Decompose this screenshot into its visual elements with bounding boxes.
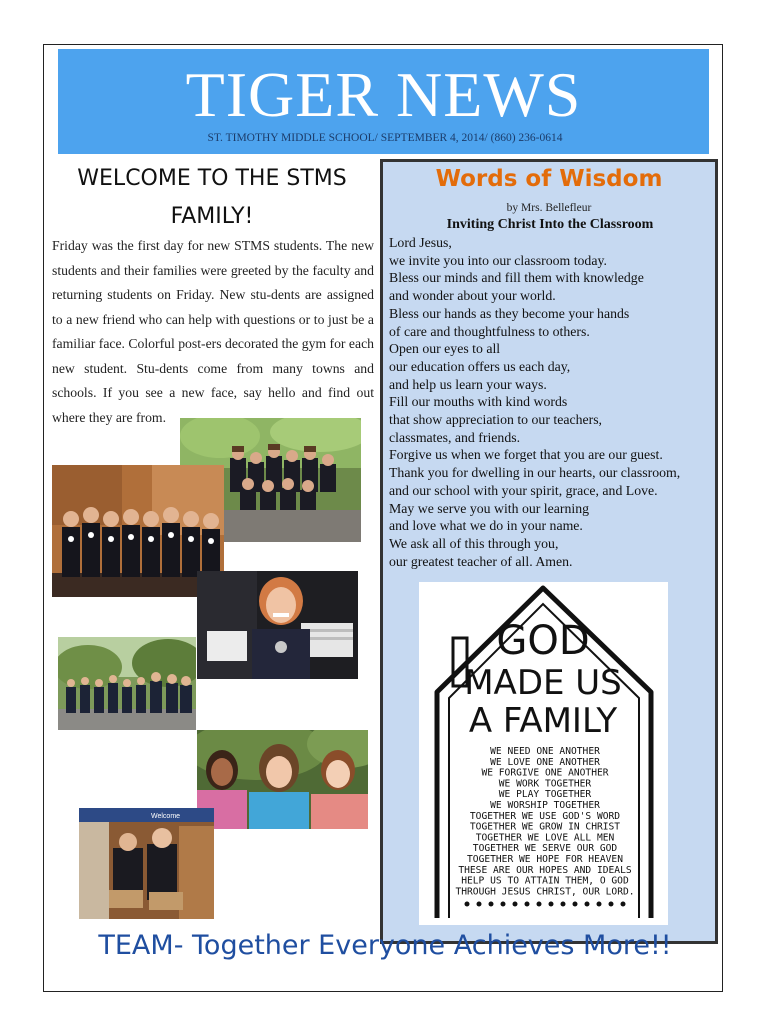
poster-line: TOGETHER WE LOVE ALL MEN [475,832,615,844]
prayer-text [389,234,715,570]
poster-line: TOGETHER WE SERVE OUR GOD [472,843,618,855]
poster-line: HELP US TO ATTAIN THEM, O GOD [461,875,629,887]
poster-line: WE WORSHIP TOGETHER [490,800,600,811]
prayer-line: and love what we do in your name. [389,518,583,534]
poster-line: WE PLAY TOGETHER [498,789,592,801]
prayer-line: Bless our minds and fill them with knowledge [389,270,644,286]
poster-line: WE FORGIVE ONE ANOTHER [481,767,609,779]
poster-title-line: GOD [496,618,590,664]
newsletter-title: TIGER NEWS [185,59,582,130]
poster-line: WE LOVE ONE ANOTHER [490,756,600,768]
poster-line: WE NEED ONE ANOTHER [490,746,600,757]
prayer-line: Thank you for dwelling in our hearts, our classroom, [389,465,681,481]
wisdom-byline: by Mrs. Bellefleur [506,202,592,214]
prayer-line: Lord Jesus, [389,235,452,250]
poster-line: THROUGH JESUS CHRIST, OUR LORD. [455,886,635,898]
poster-line: TOGETHER WE USE GOD'S WORD [469,810,621,822]
prayer-line: May we serve you with our learning [389,500,590,516]
poster-line: THESE ARE OUR HOPES AND IDEALS [458,864,632,876]
prayer-line: that show appreciation to our teachers, [389,412,603,428]
prayer-line: our education offers us each day, [389,358,571,374]
prayer-heading: Inviting Christ Into the Classroom [446,217,654,232]
team-motto: TEAM- Together Everyone Achieves More!! [98,930,672,961]
prayer-line: we invite you into our classroom today. [389,252,607,268]
welcome-heading [52,160,372,236]
prayer-line: and our school with your spirit, grace, and Love. [389,482,658,498]
welcome-sign-text: Welcome [151,813,181,820]
photo-hallway-boxes [79,808,214,919]
welcome-heading-line: FAMILY! [170,204,254,229]
poster-line: WE WORK TOGETHER [498,778,592,790]
welcome-article-body: Friday was the first day for new STMS students. The new students and their families were greeted by the faculty and returning students on Friday. New stu-dents are assigned to a new friend who can help with questions or to just be a familiar face. Colorful post-ers decorated the gym for each new student. Stu-dents come from many towns and schools. If you see a new face, say hello and find out where they are from. [52,238,374,425]
prayer-line: and help us learn your ways. [389,376,547,392]
photo-students-walking [58,637,196,730]
wisdom-title: Words of Wisdom [435,166,663,192]
welcome-heading-line: WELCOME TO THE STMS [77,166,347,191]
prayer-line: our greatest teacher of all. Amen. [389,553,573,569]
prayer-line: and wonder about your world. [389,288,556,304]
newsletter-subtitle: ST. TIMOTHY MIDDLE SCHOOL/ SEPTEMBER 4, 2014/ (860) 236-0614 [207,132,563,144]
god-made-us-a-family-poster [419,582,668,925]
prayer-line: We ask all of this through you, [389,535,559,551]
poster-title-line: A FAMILY [468,701,618,741]
prayer-line: of care and thoughtfulness to others. [389,323,590,339]
prayer-line: Fill our mouths with kind words [389,394,568,410]
prayer-line: Bless our hands as they become your hands [389,305,630,321]
prayer-line: Forgive us when we forget that you are our guest. [389,447,663,463]
photo-smiling-student [197,571,358,679]
poster-title-line: MADE US [464,663,622,703]
prayer-line: Open our eyes to all [389,341,501,357]
poster-line: TOGETHER WE HOPE FOR HEAVEN [467,854,623,865]
prayer-line: classmates, and friends. [389,429,521,445]
poster-line: TOGETHER WE GROW IN CHRIST [469,821,621,833]
photo-three-women [197,730,368,829]
